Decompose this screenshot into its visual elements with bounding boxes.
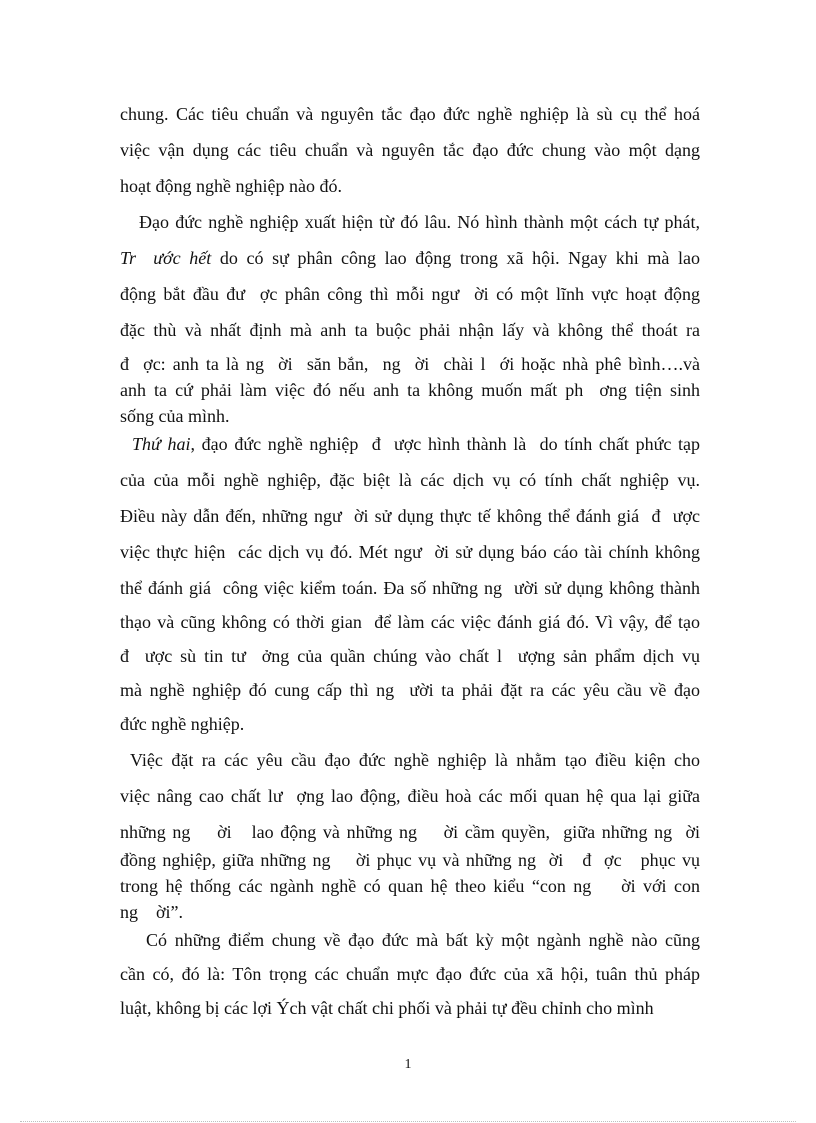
text-line: mà nghề nghiệp đó cung cấp thì ng ười ta phải đặt ra các yêu cầu về đạo [120,680,700,700]
text-line: trong hệ thống các ngành nghề có quan hệ theo kiểu “con ng ời với con [120,876,700,896]
text-line: thể đánh giá công việc kiểm toán. Đa số những ng ười sử dụng không thành [120,578,700,598]
text-line: hoạt động nghề nghiệp nào đó. [120,176,342,196]
text-line: cần có, đó là: Tôn trọng các chuẩn mực đạo đức của xã hội, tuân thủ pháp [120,964,700,984]
italic-phrase: Thứ hai [132,434,191,454]
italic-phrase: Tr ước hết [120,248,212,268]
text-line: luật, không bị các lợi Ých vật chất chi phối và phải tự đều chỉnh cho mình [120,998,654,1018]
page-bottom-divider [20,1121,796,1122]
text-line: việc thực hiện các dịch vụ đó. Mét ngư ời sử dụng báo cáo tài chính không [120,542,700,562]
text-line: anh ta cứ phải làm việc đó nếu anh ta không muốn mất ph ơng tiện sinh [120,380,700,400]
page-number: 1 [404,1057,412,1072]
paragraph-first-line [132,430,700,458]
text-line: chung. Các tiêu chuẩn và nguyên tắc đạo đức nghề nghiệp là sù cụ thể hoá [120,104,700,124]
text-line: của của mỗi nghề nghiệp, đặc biệt là các dịch vụ có tính chất nghiệp vụ. [120,470,700,490]
text-line: đặc thù và nhất định mà anh ta buộc phải nhận lấy và không thể thoát ra [120,320,700,340]
text-line: thạo và cũng không có thời gian để làm các việc đánh giá đó. Vì vậy, để tạo [120,612,700,632]
text-span: , đạo đức nghề nghiệp đ ược hình thành là do tính chất phức tạp [190,434,700,454]
text-line: đ ược sù tin tư ởng của quần chúng vào chất l ượng sản phẩm dịch vụ [120,646,700,666]
text-line: việc nâng cao chất lư ợng lao động, điều hoà các mối quan hệ qua lại giữa [120,786,700,806]
text-line: việc vận dụng các tiêu chuẩn và nguyên tắc đạo đức chung vào một dạng [120,140,700,160]
paragraph-first-line: Việc đặt ra các yêu cầu đạo đức nghề nghiệp là nhằm tạo điều kiện cho [130,750,700,770]
paragraph-first-line: Đạo đức nghề nghiệp xuất hiện từ đó lâu. Nó hình thành một cách tự phát, [139,212,700,232]
text-line: những ng ời lao động và những ng ời cầm quyền, giữa những ng ời [120,822,700,842]
text-line: động bắt đầu đư ợc phân công thì mỗi ngư ời có một lĩnh vực hoạt động [120,284,700,304]
text-line: Điều này dẫn đến, những ngư ời sử dụng thực tế không thể đánh giá đ ược [120,506,700,526]
paragraph-first-line: Có những điểm chung về đạo đức mà bất kỳ một ngành nghề nào cũng [146,930,700,950]
text-line: ng ời”. [120,902,184,922]
text-line: đức nghề nghiệp. [120,714,245,734]
text-span: do có sự phân công lao động trong xã hội. Ngay khi mà lao [211,248,700,268]
text-line: đ ợc: anh ta là ng ời săn bắn, ng ời chài l ới hoặc nhà phê bình….và [120,354,700,374]
text-line: sống của mình. [120,406,230,426]
text-line: đồng nghiệp, giữa những ng ời phục vụ và những ng ời đ ợc phục vụ [120,850,700,870]
text-line [120,244,700,272]
